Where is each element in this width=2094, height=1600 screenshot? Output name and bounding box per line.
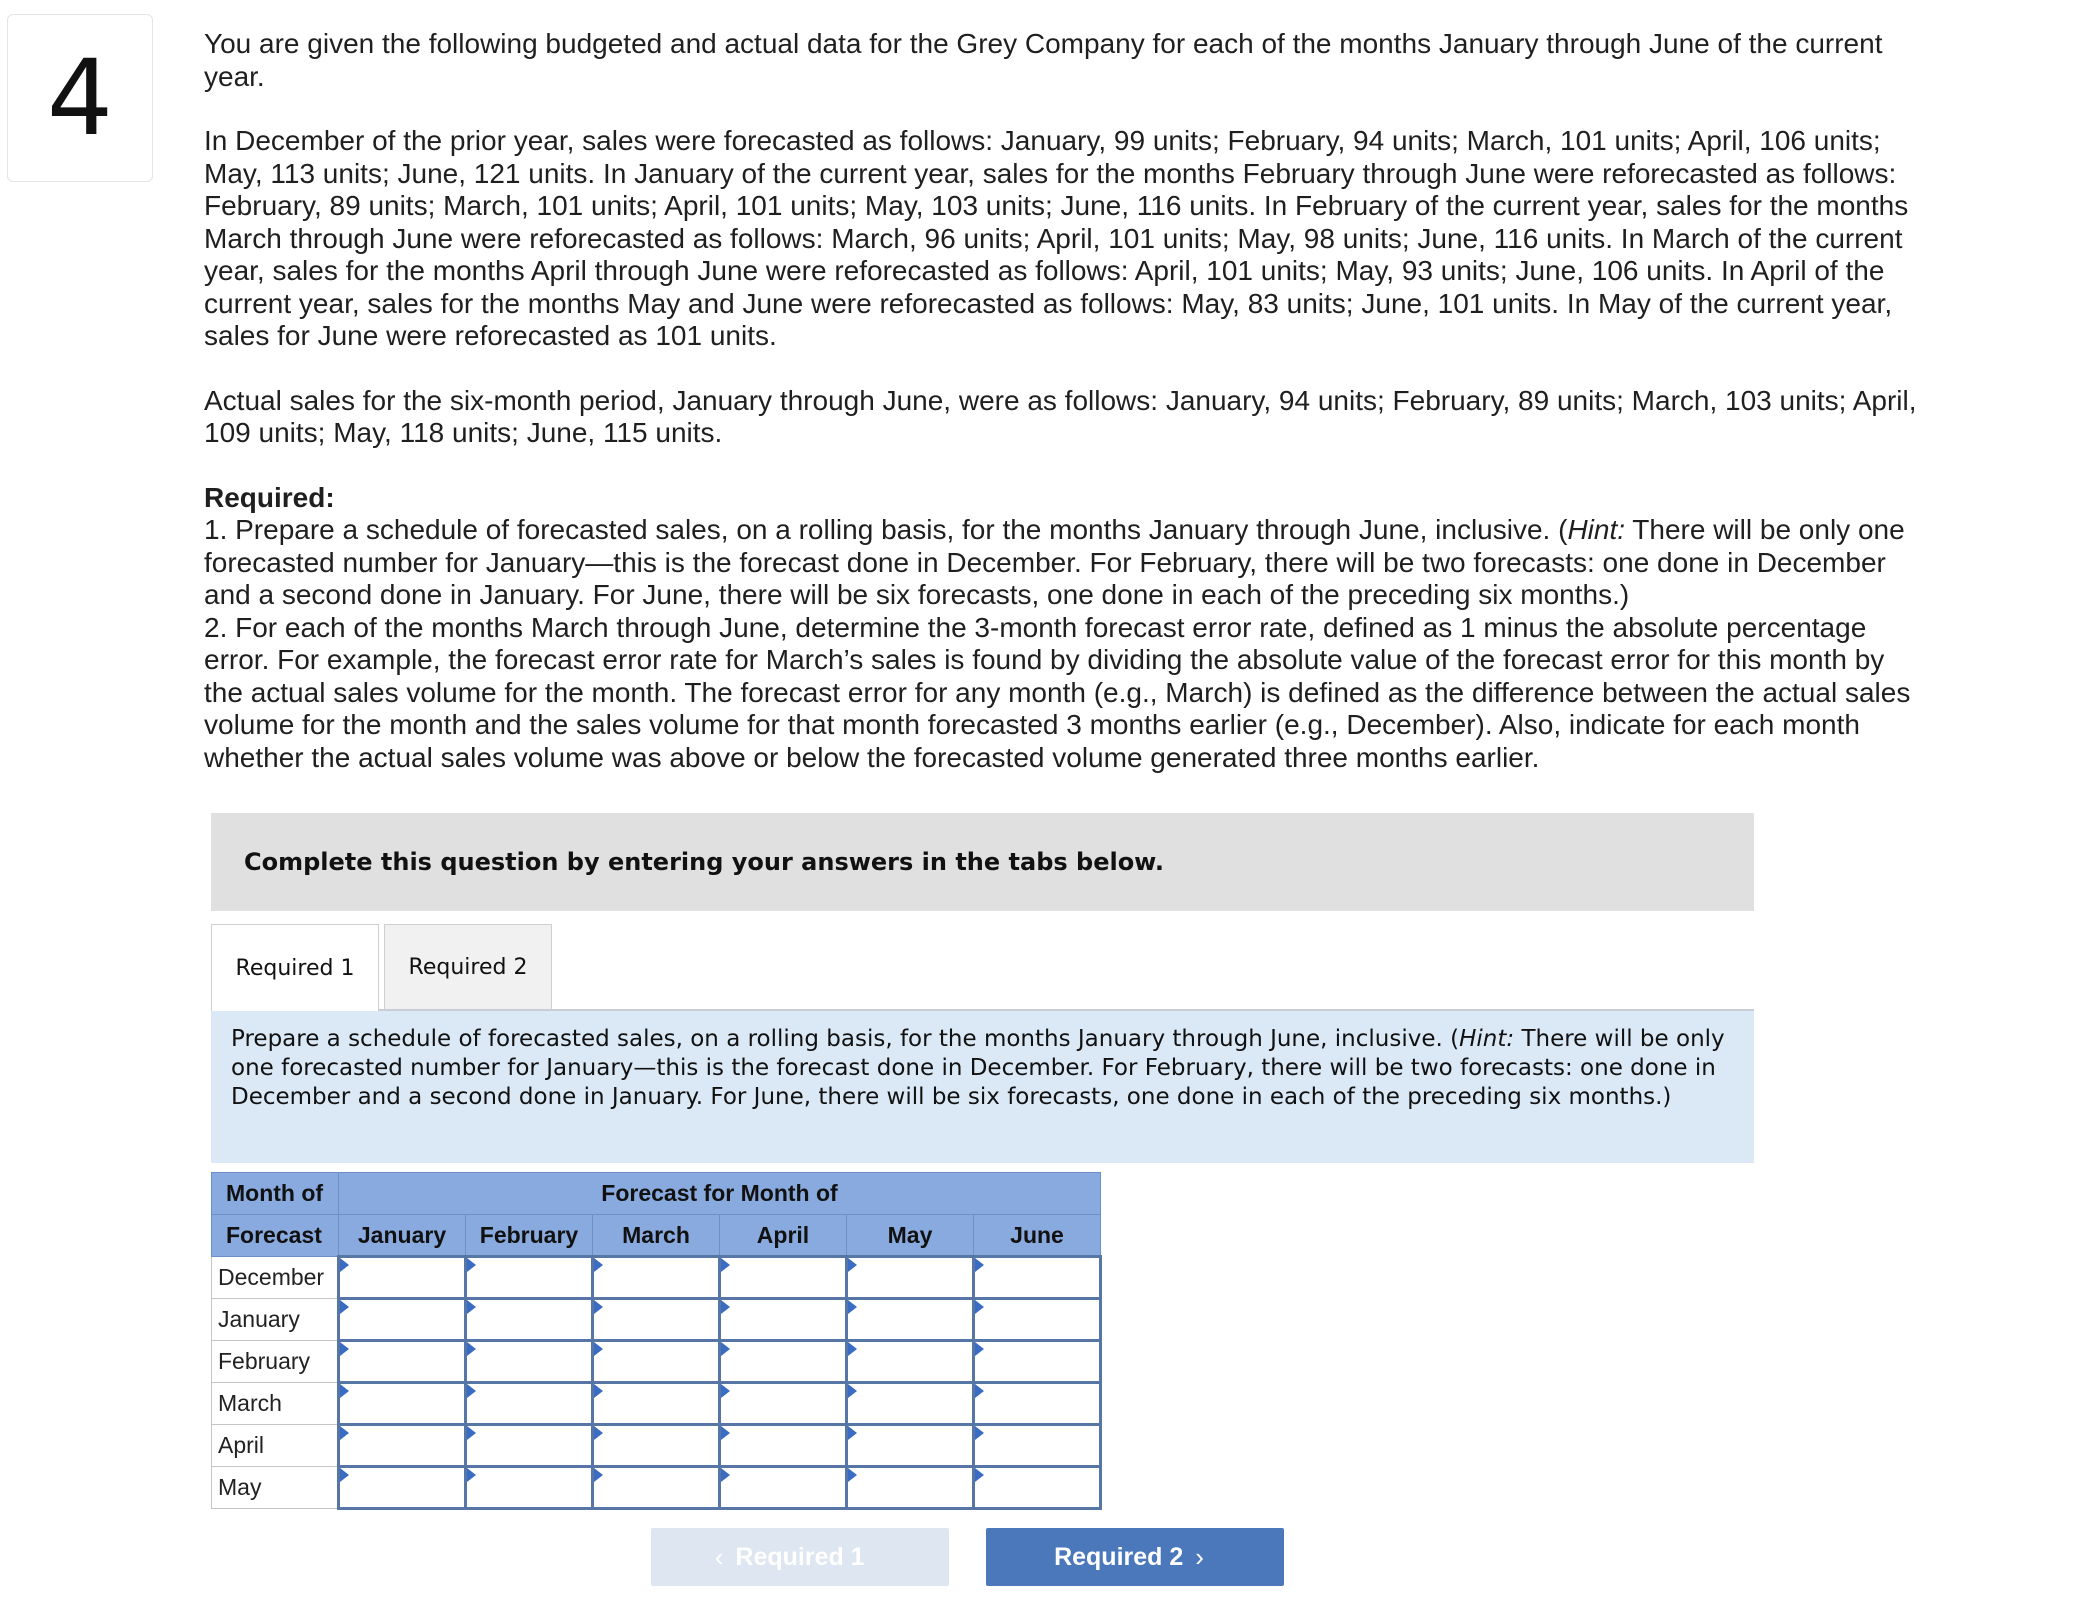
cell-marker-icon [975,1258,984,1272]
required-section [204,482,1924,775]
forecast-input-cell[interactable] [339,1425,466,1467]
question-text [204,28,1924,774]
forecast-input-cell[interactable] [466,1383,593,1425]
forecast-input-cell[interactable] [593,1383,720,1425]
cell-marker-icon [721,1384,730,1398]
question-actual-sales: Actual sales for the six-month period, January through June, were as follows: January, 94 units; February, 89 units; March, 103 units; April, 109 units; May, 118 units; June, 115 units. [204,384,1917,448]
cell-marker-icon [594,1426,603,1440]
forecast-input-cell[interactable] [720,1467,847,1509]
table-row [212,1425,1101,1467]
forecast-input[interactable] [594,1426,718,1465]
forecast-input-cell[interactable] [339,1341,466,1383]
forecast-input[interactable] [340,1468,464,1507]
forecast-input[interactable] [721,1384,845,1423]
tab-bar [211,924,1754,1011]
row-label: December [212,1257,339,1299]
table-row [212,1299,1101,1341]
forecast-input-cell[interactable] [847,1257,974,1299]
forecast-input[interactable] [467,1468,591,1507]
cell-marker-icon [467,1426,476,1440]
forecast-input[interactable] [721,1258,845,1297]
forecast-input[interactable] [340,1300,464,1339]
row-label: February [212,1341,339,1383]
cell-marker-icon [340,1300,349,1314]
forecast-input-cell[interactable] [593,1425,720,1467]
forecast-input-cell[interactable] [593,1341,720,1383]
required-1-text: 1. Prepare a schedule of forecasted sales, on a rolling basis, for the months January through June, inclusive. (Hint: There will be only one forecasted number for January—this is the forecast done in December. For February, there will be two forecasts: one done in December and a second done in January. For June, there will be six forecasts, one done in each of the preceding six months.) [204,514,1905,610]
cell-marker-icon [594,1300,603,1314]
forecast-input-cell[interactable] [974,1299,1101,1341]
forecast-input-cell[interactable] [466,1299,593,1341]
chevron-right-icon: › [1195,1541,1204,1572]
forecast-input[interactable] [467,1300,591,1339]
chevron-left-icon: ‹ [714,1541,724,1572]
cell-marker-icon [848,1258,857,1272]
table-row [212,1467,1101,1509]
cell-marker-icon [594,1342,603,1356]
question-forecasts: In December of the prior year, sales were forecasted as follows: January, 99 units; February, 94 units; March, 101 units; April, 106 units; May, 113 units; June, 121 units. In January of the current year, sales for the months February through June were reforecasted as follows: February, 89 units; March, 101 units; April, 101 units; May, 103 units; June, 116 units. In February of the current year, sales for the months March through June were reforecasted as follows: March, 96 units; April, 101 units; May, 98 units; June, 116 units. In March of the current year, sales for the months April through June were reforecasted as follows: April, 101 units; May, 93 units; June, 106 units. In April of the current year, sales for the months May and June were reforecasted as follows: May, 83 units; June, 101 units. In May of the current year, sales for June were reforecasted as 101 units. [204,125,1909,351]
forecast-schedule-table [211,1172,1102,1510]
forecast-input[interactable] [594,1468,718,1507]
required-2-text: 2. For each of the months March through June, determine the 3-month forecast error rate, defined as 1 minus the absolute percentage error. For example, the forecast error rate for March’s sales is found by dividing the absolute value of the forecast error for this month by the actual sales volume for the month. The forecast error for any month (e.g., March) is defined as the difference between the actual sales volume for the month and the sales volume for that month forecasted 3 months earlier (e.g., December). Also, indicate for each month whether the actual sales volume was above or below the forecasted volume generated three months earlier. [204,611,1911,773]
forecast-input-cell[interactable] [720,1425,847,1467]
cell-marker-icon [848,1384,857,1398]
forecast-input-cell[interactable] [339,1467,466,1509]
forecast-input-cell[interactable] [847,1299,974,1341]
forecast-input[interactable] [848,1426,972,1465]
cell-marker-icon [467,1300,476,1314]
forecast-input[interactable] [975,1258,1099,1297]
cell-marker-icon [340,1468,349,1482]
cell-marker-icon [975,1384,984,1398]
cell-marker-icon [594,1384,603,1398]
forecast-input[interactable] [340,1426,464,1465]
question-number-box [7,14,153,182]
tab-required-2[interactable]: Required 2 [384,924,552,1009]
forecast-input[interactable] [340,1384,464,1423]
table-row [212,1341,1101,1383]
cell-marker-icon [975,1300,984,1314]
forecast-input[interactable] [340,1258,464,1297]
question-intro: You are given the following budgeted and actual data for the Grey Company for each of the months January through June of the current year. [204,28,1883,92]
cell-marker-icon [848,1426,857,1440]
row-label: May [212,1467,339,1509]
cell-marker-icon [594,1258,603,1272]
cell-marker-icon [467,1342,476,1356]
forecast-input-cell[interactable] [593,1257,720,1299]
forecast-input[interactable] [848,1258,972,1297]
forecast-input[interactable] [975,1426,1099,1465]
cell-marker-icon [975,1342,984,1356]
forecast-input[interactable] [721,1468,845,1507]
column-header: April [720,1215,847,1257]
forecast-input-cell[interactable] [339,1257,466,1299]
forecast-input-cell[interactable] [847,1467,974,1509]
forecast-input-cell[interactable] [466,1425,593,1467]
prev-required-button[interactable] [651,1528,949,1586]
table-row [212,1257,1101,1299]
next-required-button[interactable] [986,1528,1284,1586]
forecast-input-cell[interactable] [974,1467,1101,1509]
cell-marker-icon [975,1468,984,1482]
forecast-input-cell[interactable] [593,1299,720,1341]
forecast-input-cell[interactable] [974,1425,1101,1467]
forecast-input[interactable] [594,1342,718,1381]
required-heading: Required: [204,481,335,513]
cell-marker-icon [975,1426,984,1440]
forecast-input[interactable] [467,1426,591,1465]
cell-marker-icon [340,1384,349,1398]
column-header: May [847,1215,974,1257]
cell-marker-icon [594,1468,603,1482]
forecast-input[interactable] [848,1468,972,1507]
table-row [212,1383,1101,1425]
cell-marker-icon [340,1258,349,1272]
forecast-input-cell[interactable] [720,1299,847,1341]
column-header: March [593,1215,720,1257]
forecast-input-cell[interactable] [593,1467,720,1509]
cell-marker-icon [721,1342,730,1356]
forecast-input[interactable] [340,1342,464,1381]
cell-marker-icon [721,1468,730,1482]
row-label: January [212,1299,339,1341]
row-label: April [212,1425,339,1467]
tab-required-1[interactable]: Required 1 [211,924,379,1011]
forecast-input-cell[interactable] [720,1257,847,1299]
forecast-input[interactable] [467,1342,591,1381]
tab-instruction: Prepare a schedule of forecasted sales, on a rolling basis, for the months January through June, inclusive. (Hint: There will be only one forecasted number for January—this is the forecast done in December. For February, there will be two forecasts: one done in December and a second done in January. For June, there will be six forecasts, one done in each of the preceding six months.) [211,1011,1754,1163]
cell-marker-icon [848,1300,857,1314]
forecast-input-cell[interactable] [720,1341,847,1383]
column-header: June [974,1215,1101,1257]
instructions-banner: Complete this question by entering your answers in the tabs below. [211,813,1754,911]
forecast-input-cell[interactable] [720,1383,847,1425]
question-number: 4 [46,37,114,159]
table-header-row-2 [212,1215,1101,1257]
forecast-input-cell[interactable] [466,1467,593,1509]
forecast-input[interactable] [467,1384,591,1423]
cell-marker-icon [467,1384,476,1398]
forecast-input-cell[interactable] [974,1257,1101,1299]
forecast-input[interactable] [848,1342,972,1381]
column-header: January [339,1215,466,1257]
forecast-input[interactable] [848,1300,972,1339]
forecast-input-cell[interactable] [974,1383,1101,1425]
forecast-input[interactable] [594,1300,718,1339]
forecast-input-cell[interactable] [847,1425,974,1467]
cell-marker-icon [467,1258,476,1272]
forecast-input-cell[interactable] [339,1383,466,1425]
cell-marker-icon [721,1300,730,1314]
cell-marker-icon [467,1468,476,1482]
cell-marker-icon [340,1426,349,1440]
forecast-input-cell[interactable] [847,1383,974,1425]
column-header: February [466,1215,593,1257]
cell-marker-icon [721,1258,730,1272]
row-label: March [212,1383,339,1425]
table-header-row-1 [212,1173,1101,1215]
forecast-input-cell[interactable] [339,1299,466,1341]
forecast-header: Forecast [212,1215,339,1257]
forecast-input-cell[interactable] [847,1341,974,1383]
forecast-input[interactable] [594,1258,718,1297]
forecast-input-cell[interactable] [466,1341,593,1383]
forecast-input[interactable] [721,1300,845,1339]
forecast-input[interactable] [721,1426,845,1465]
forecast-input-cell[interactable] [466,1257,593,1299]
forecast-input[interactable] [975,1468,1099,1507]
forecast-input[interactable] [721,1342,845,1381]
prev-button-label: Required 1 [735,1542,865,1571]
cell-marker-icon [848,1468,857,1482]
forecast-input[interactable] [594,1384,718,1423]
cell-marker-icon [721,1426,730,1440]
cell-marker-icon [340,1342,349,1356]
month-of-header: Month of [212,1173,339,1215]
forecast-input[interactable] [467,1258,591,1297]
cell-marker-icon [848,1342,857,1356]
forecast-group-header: Forecast for Month of [339,1173,1101,1215]
next-button-label: Required 2 [1054,1542,1184,1571]
forecast-input-cell[interactable] [974,1341,1101,1383]
forecast-input[interactable] [975,1300,1099,1339]
forecast-input[interactable] [975,1342,1099,1381]
forecast-input[interactable] [975,1384,1099,1423]
forecast-input[interactable] [848,1384,972,1423]
